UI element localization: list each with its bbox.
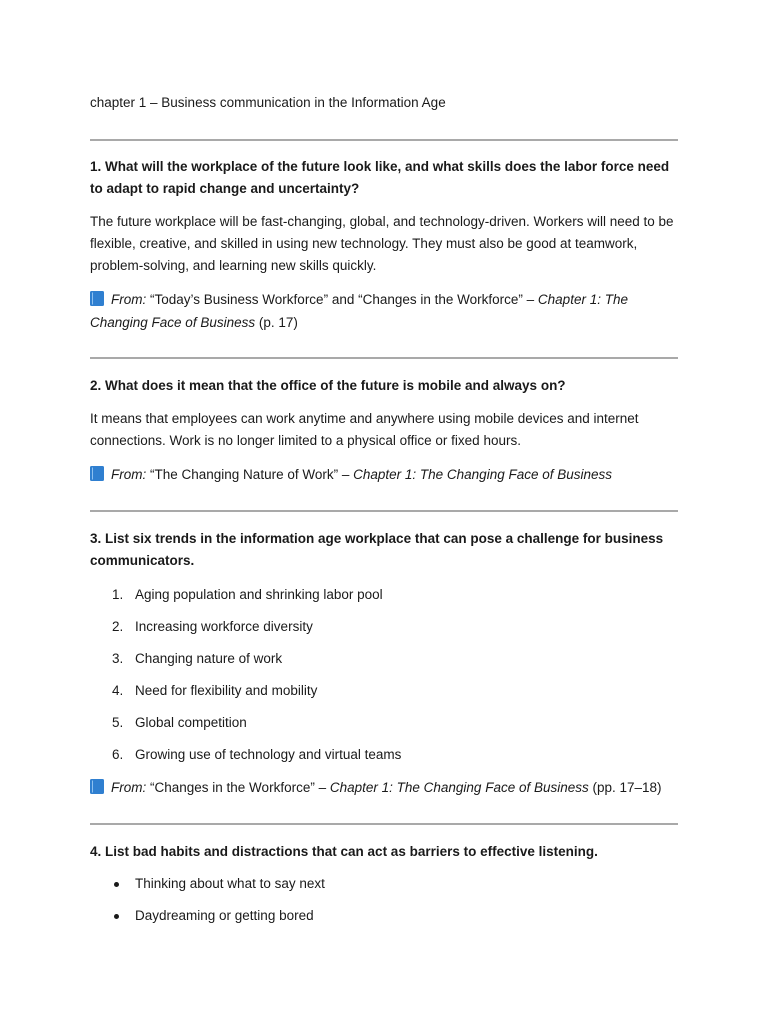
source-text: “Changes in the Workforce” –	[146, 780, 330, 795]
list-item: 3. Changing nature of work	[112, 651, 283, 666]
bullet-icon	[114, 914, 119, 919]
question-4: 4. List bad habits and distractions that can act as barriers to effective listening.	[90, 844, 598, 859]
list-item: 2. Increasing workforce diversity	[112, 619, 313, 634]
section-divider	[90, 139, 678, 141]
source-book: Chapter 1: The Changing Face of Business	[353, 467, 613, 482]
list-item: 1. Aging population and shrinking labor pool	[112, 587, 383, 602]
answer-1: The future workplace will be fast-changing, global, and technology-driven. Workers will need to be flexible, creative, and skilled in using new technology. They must also be good at teamwork, problem-solving, and learning new skills quickly.	[90, 214, 674, 273]
book-icon	[90, 466, 104, 481]
source-book: Chapter 1: The Changing Face of Business	[329, 780, 589, 795]
trend-list	[90, 586, 678, 764]
source-text: “The Changing Nature of Work” –	[146, 467, 354, 482]
source-book: Chapter 1: The Changing Face of Business	[90, 292, 628, 330]
section-divider	[90, 823, 678, 825]
section-divider	[90, 357, 678, 359]
listening-barriers-list	[90, 875, 678, 925]
list-item: 4. Need for flexibility and mobility	[112, 683, 318, 698]
source-pages: (pp. 17–18)	[588, 780, 662, 795]
list-item: Daydreaming or getting bored	[90, 907, 678, 925]
source-text: “Today’s Business Workforce” and “Changes in the Workforce” –	[146, 292, 538, 307]
question-3: 3. List six trends in the information age workplace that can pose a challenge for business communicators.	[90, 531, 664, 568]
list-item: Thinking about what to say next	[90, 875, 678, 893]
source-from-label: From:	[111, 780, 147, 795]
answer-2: It means that employees can work anytime and anywhere using mobile devices and internet connections. Work is no longer limited to a physical office or fixed hours.	[90, 411, 639, 448]
document-title: chapter 1 – Business communication in the Information Age	[90, 95, 446, 110]
source-citation-1	[90, 288, 678, 334]
question-2: 2. What does it mean that the office of the future is mobile and always on?	[90, 378, 566, 393]
section-divider	[90, 510, 678, 512]
question-1: 1. What will the workplace of the future look like, and what skills does the labor force need to adapt to rapid change and uncertainty?	[90, 159, 670, 196]
book-icon	[90, 291, 104, 306]
source-pages: (p. 17)	[255, 315, 298, 330]
list-item: 5. Global competition	[112, 715, 247, 730]
source-from-label: From:	[111, 292, 147, 307]
source-citation-3	[90, 776, 678, 799]
source-from-label: From:	[111, 467, 147, 482]
list-item: 6. Growing use of technology and virtual teams	[112, 747, 402, 762]
bullet-icon	[114, 882, 119, 887]
source-citation-2	[90, 463, 678, 486]
book-icon	[90, 779, 104, 794]
